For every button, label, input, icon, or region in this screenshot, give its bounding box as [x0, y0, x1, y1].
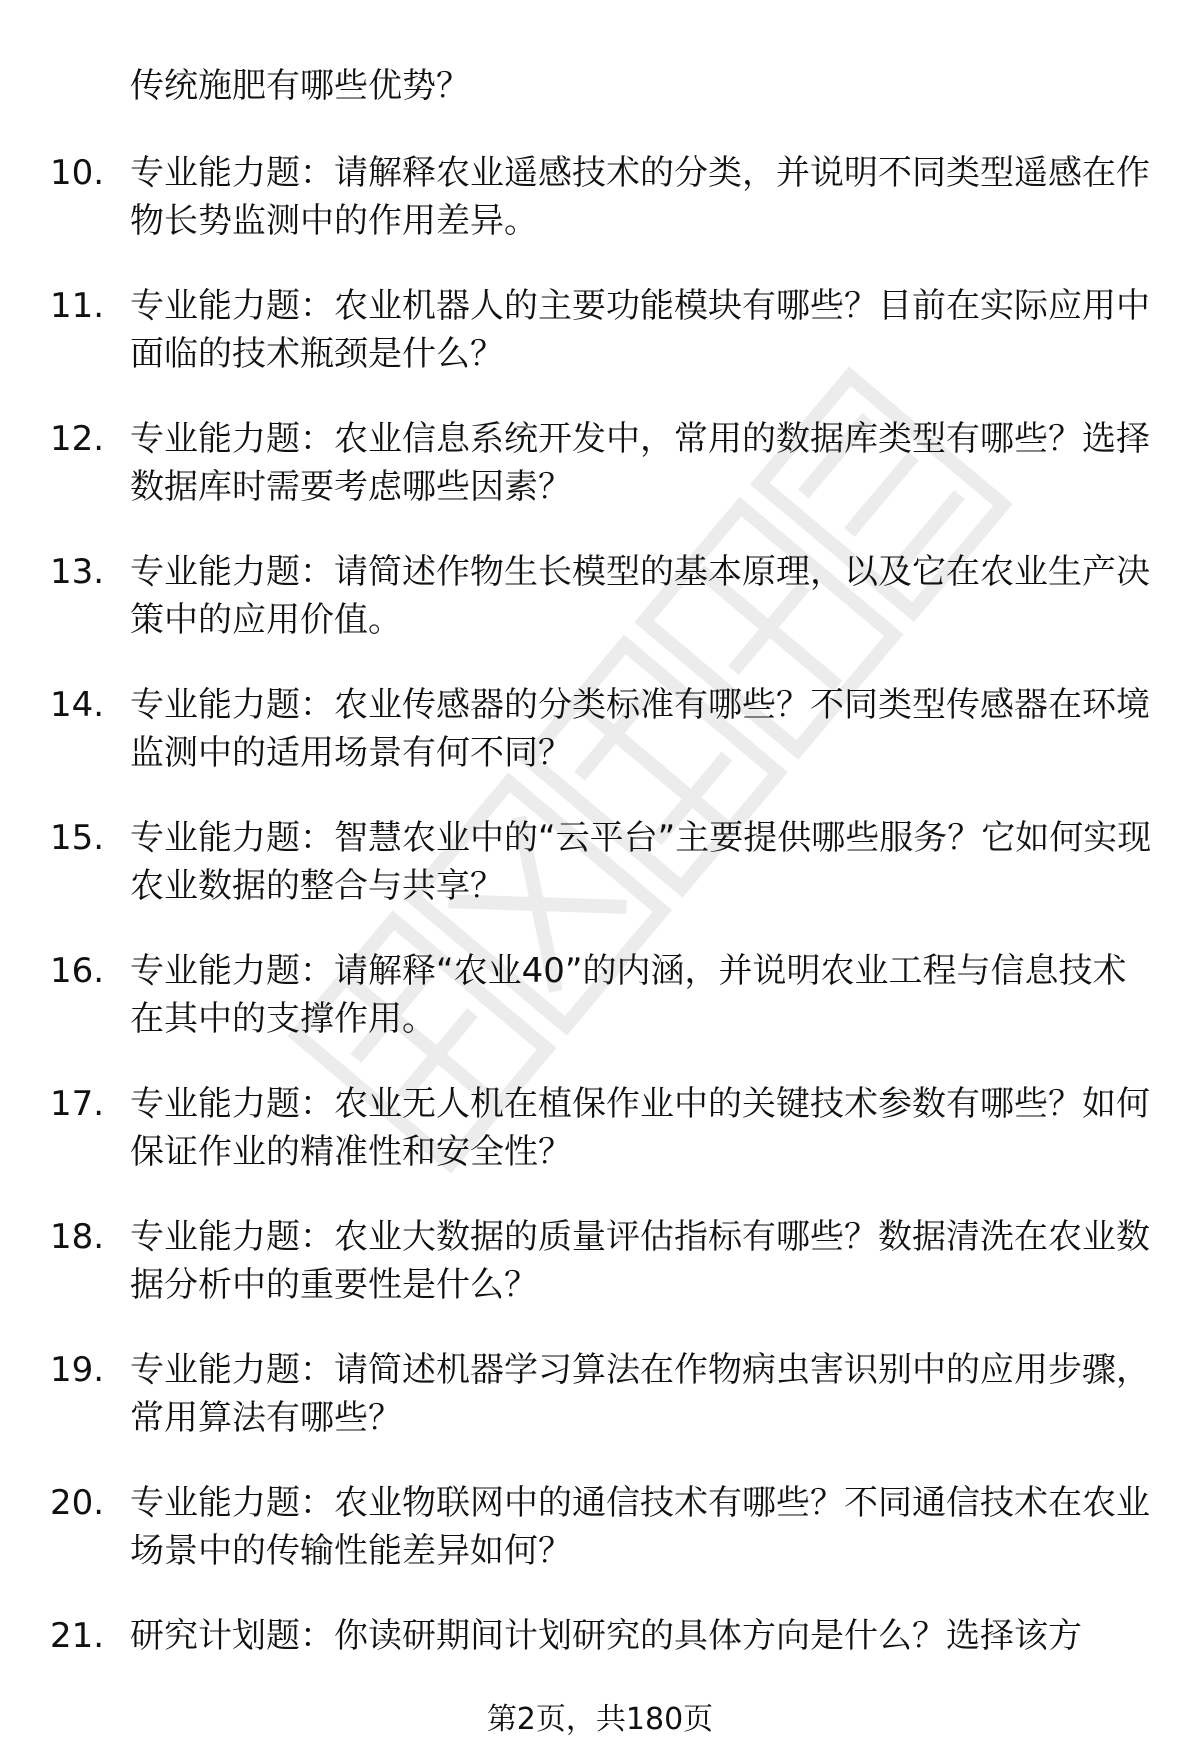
question-number: 20. — [50, 1483, 105, 1523]
question-number: 19. — [50, 1350, 105, 1390]
list-item — [50, 1213, 1160, 1309]
question-number: 11. — [50, 286, 105, 326]
question-number: 18. — [50, 1217, 105, 1257]
question-number: 14. — [50, 685, 105, 725]
list-item — [50, 681, 1160, 777]
question-text: 专业能力题：农业传感器的分类标准有哪些？不同类型传感器在环境监测中的适用场景有何不同？ — [130, 685, 1150, 773]
question-number: 15. — [50, 818, 105, 858]
question-text: 研究计划题：你读研期间计划研究的具体方向是什么？选择该方 — [130, 1616, 1082, 1656]
list-item — [50, 947, 1160, 1043]
question-text: 专业能力题：请简述作物生长模型的基本原理，以及它在农业生产决策中的应用价值。 — [130, 552, 1150, 640]
list-item — [50, 1080, 1160, 1176]
list-item — [50, 415, 1160, 511]
list-item — [50, 814, 1160, 910]
list-item — [50, 282, 1160, 378]
list-item — [50, 548, 1160, 644]
question-number: 10. — [50, 153, 105, 193]
question-list — [50, 62, 1160, 1697]
question-text: 专业能力题：农业机器人的主要功能模块有哪些？目前在实际应用中面临的技术瓶颈是什么？ — [130, 286, 1150, 374]
question-number: 17. — [50, 1084, 105, 1124]
list-item — [50, 1479, 1160, 1575]
list-item — [50, 1612, 1160, 1660]
question-number: 13. — [50, 552, 105, 592]
question-text: 专业能力题：农业大数据的质量评估指标有哪些？数据清洗在农业数据分析中的重要性是什么？ — [130, 1217, 1150, 1305]
page-footer: 第2页，共180页 — [486, 1702, 714, 1737]
question-text: 专业能力题：请解释“农业40”的内涵，并说明农业工程与信息技术在其中的支撑作用。 — [130, 951, 1127, 1039]
question-text: 专业能力题：智慧农业中的“云平台”主要提供哪些服务？它如何实现农业数据的整合与共享？ — [130, 818, 1152, 906]
question-number: 16. — [50, 951, 105, 991]
question-number: 21. — [50, 1616, 105, 1656]
list-item — [50, 1346, 1160, 1442]
question-text: 专业能力题：农业无人机在植保作业中的关键技术参数有哪些？如何保证作业的精准性和安全性？ — [130, 1084, 1150, 1172]
list-item — [50, 149, 1160, 245]
question-number: 12. — [50, 419, 105, 459]
question-text: 专业能力题：请简述机器学习算法在作物病虫害识别中的应用步骤，常用算法有哪些？ — [130, 1350, 1150, 1438]
question-text: 专业能力题：农业信息系统开发中，常用的数据库类型有哪些？选择数据库时需要考虑哪些因素？ — [130, 419, 1150, 507]
question-text: 专业能力题：请解释农业遥感技术的分类，并说明不同类型遥感在作物长势监测中的作用差异。 — [130, 153, 1150, 241]
continuation-text: 传统施肥有哪些优势？ — [130, 66, 470, 106]
question-text: 专业能力题：农业物联网中的通信技术有哪些？不同通信技术在农业场景中的传输性能差异如何？ — [130, 1483, 1150, 1571]
